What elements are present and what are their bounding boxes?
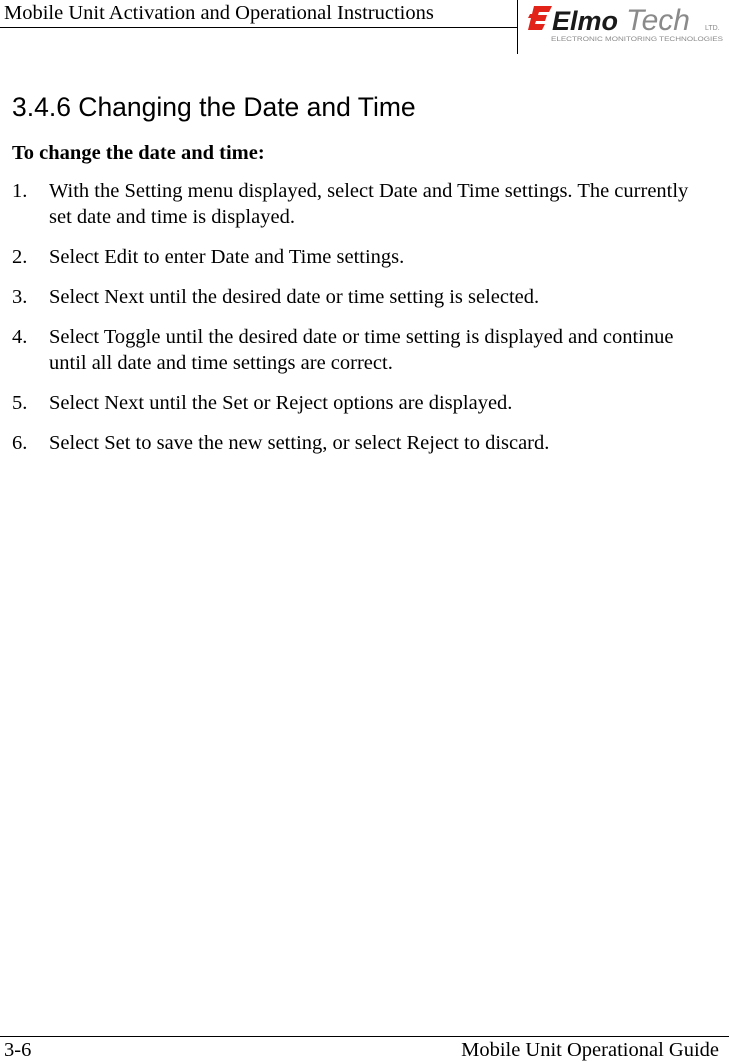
step-number: 6. <box>12 432 28 454</box>
step-number: 5. <box>12 392 28 414</box>
steps-list <box>12 178 712 470</box>
step-number: 1. <box>12 180 28 202</box>
header-title: Mobile Unit Activation and Operational Instructions <box>4 2 434 24</box>
logo-suffix: LTD. <box>705 25 720 32</box>
logo-wordmark-tech: Tech <box>626 4 690 37</box>
elmotech-logo <box>528 0 728 48</box>
footer-guide-title: Mobile Unit Operational Guide <box>461 1039 719 1061</box>
step-item <box>12 244 712 270</box>
step-text: Select Next until the Set or Reject options are displayed. <box>49 392 513 414</box>
step-item <box>12 178 712 230</box>
page-number: 3-6 <box>4 1039 32 1061</box>
step-text: Select Next until the desired date or time setting is selected. <box>49 286 540 308</box>
step-number: 3. <box>12 286 28 308</box>
step-item <box>12 390 712 416</box>
step-item <box>12 324 712 376</box>
procedure-subheading: To change the date and time: <box>12 142 265 164</box>
logo-tagline: ELECTRONIC MONITORING TECHNOLOGIES <box>551 37 723 43</box>
logo-wordmark-elmo: Elmo <box>552 6 619 36</box>
section-heading: 3.4.6 Changing the Date and Time <box>12 92 416 122</box>
step-text: Select Set to save the new setting, or select Reject to discard. <box>49 432 550 454</box>
header-rule <box>0 27 517 28</box>
step-item <box>12 430 712 456</box>
header-divider <box>517 0 518 54</box>
step-text: Select Toggle until the desired date or time setting is displayed and continue until all date and time settings are correct. <box>49 326 674 374</box>
step-text: With the Setting menu displayed, select Date and Time settings. The currently set date and time is displayed. <box>49 180 689 228</box>
footer-rule <box>0 1036 729 1037</box>
step-number: 4. <box>12 326 28 348</box>
step-number: 2. <box>12 246 28 268</box>
step-text: Select Edit to enter Date and Time settings. <box>49 246 405 268</box>
step-item <box>12 284 712 310</box>
logo-mark-icon <box>528 6 552 30</box>
